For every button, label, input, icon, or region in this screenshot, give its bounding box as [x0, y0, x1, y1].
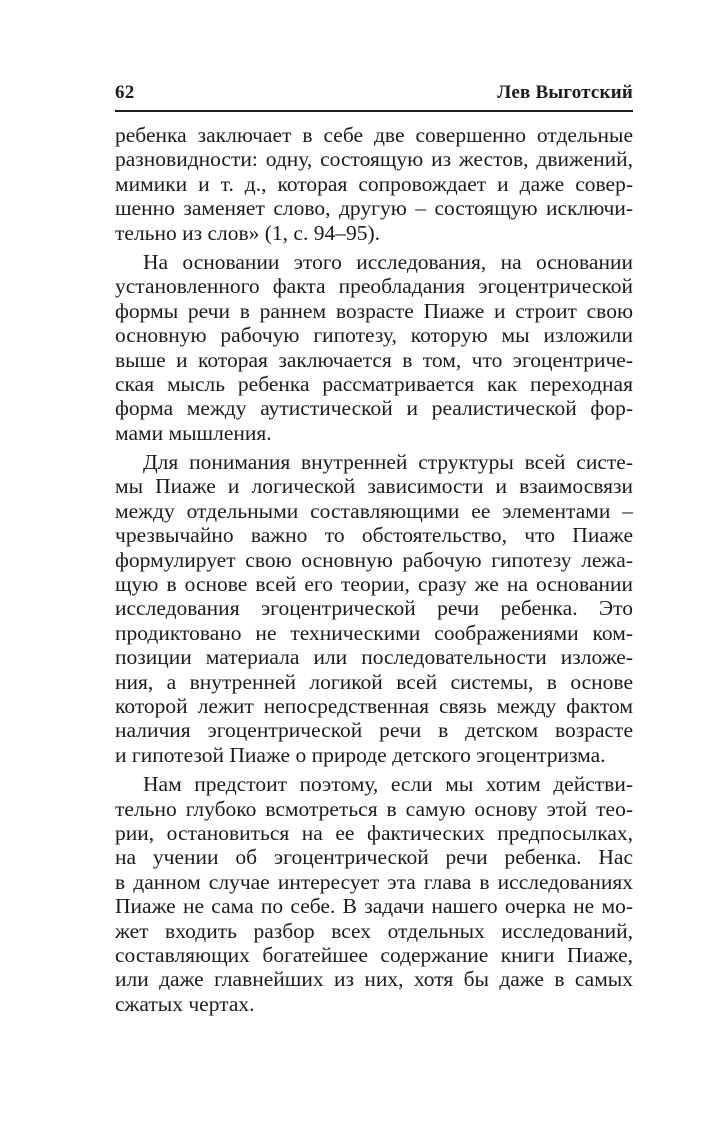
book-page — [115, 82, 633, 1016]
text-line: выше и которая заключается в том, что эгоцентриче- — [115, 347, 633, 372]
page-number: 62 — [115, 82, 135, 103]
text-line: основную рабочую гипотезу, которую мы изложили — [115, 323, 633, 348]
running-title: Лев Выготский — [497, 82, 633, 103]
text-line: рии, остановиться на ее фактических предпосылках, — [115, 820, 633, 845]
text-line: мами мышления. — [115, 420, 272, 445]
paragraph — [115, 250, 633, 445]
text-line: сжатых чертах. — [115, 991, 255, 1016]
text-line: форма между аутистической и реалистической фор- — [115, 396, 633, 421]
text-line: на учении об эгоцентрической речи ребенка. Нас — [115, 845, 633, 870]
text-line: формы речи в раннем возрасте Пиаже и строит свою — [115, 298, 633, 323]
text-line: На основании этого исследования, на основании — [143, 249, 633, 274]
text-line: разновидности: одну, состоящую из жестов, движений, — [115, 147, 633, 172]
text-line: в данном случае интересует эта глава в исследованиях — [115, 869, 633, 894]
text-line: мы Пиаже и логической зависимости и взаимосвязи — [115, 474, 633, 499]
text-line: шенно заменяет слово, другую – состоящую исключи- — [115, 196, 633, 221]
text-line: тельно из слов» (1, с. 94–95). — [115, 220, 381, 245]
text-line: Нам предстоит поэтому, если мы хотим действи- — [143, 772, 633, 797]
text-line: тельно глубоко всмотреться в самую основу этой тео- — [115, 796, 633, 821]
text-line: или даже главнейших из них, хотя бы даже в самых — [115, 967, 633, 992]
text-line: исследования эгоцентрической речи ребенка. Это — [115, 596, 633, 621]
text-line: щую в основе всей его теории, сразу же на основании — [115, 572, 633, 597]
text-line: ния, а внутренней логикой всей системы, в основе — [115, 669, 633, 694]
text-line: Для понимания внутренней структуры всей систе- — [143, 450, 633, 475]
text-line: продиктовано не техническими соображениями ком- — [115, 620, 633, 645]
paragraph — [115, 123, 633, 245]
running-header — [115, 82, 633, 112]
text-line: чрезвычайно важно то обстоятельство, что Пиаже — [115, 523, 633, 548]
text-line: составляющих богатейшее содержание книги Пиаже, — [115, 942, 633, 967]
text-line: наличия эгоцентрической речи в детском возрасте — [115, 718, 633, 743]
text-line: мимики и т. д., которая сопровождает и даже совер- — [115, 171, 633, 196]
text-line: жет входить разбор всех отдельных исследований, — [115, 918, 633, 943]
paragraph — [115, 772, 633, 1016]
text-line: установленного факта преобладания эгоцентрической — [115, 274, 633, 299]
text-line: между отдельными составляющими ее элементами – — [115, 498, 633, 523]
body-text — [115, 123, 633, 1016]
text-line: позиции материала или последовательности изложе- — [115, 645, 633, 670]
text-line: Пиаже не сама по себе. В задачи нашего очерка не мо- — [115, 894, 633, 919]
text-line: формулирует свою основную рабочую гипотезу лежа- — [115, 547, 633, 572]
text-line: и гипотезой Пиаже о природе детского эгоцентризма. — [115, 742, 606, 767]
text-line: ская мысль ребенка рассматривается как переходная — [115, 371, 633, 396]
paragraph — [115, 450, 633, 767]
text-line: которой лежит непосредственная связь между фактом — [115, 693, 633, 718]
text-line: ребенка заключает в себе две совершенно отдельные — [115, 123, 633, 147]
